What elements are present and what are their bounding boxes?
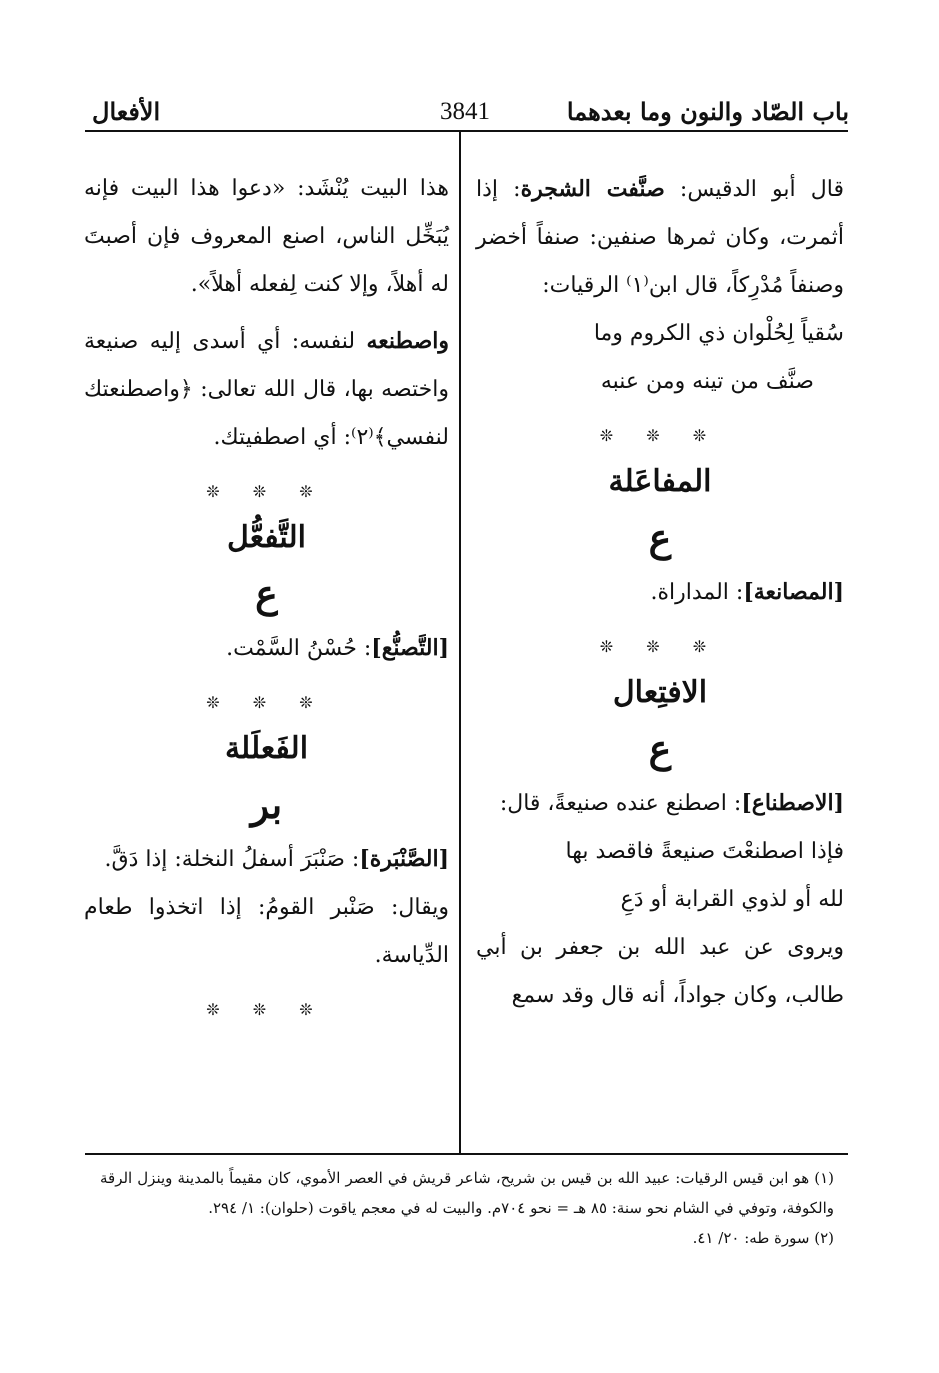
poem-verse: لله أو لذوي القرابة أو دَعِ bbox=[620, 887, 844, 912]
section-heading: التَّفعُّل bbox=[227, 520, 306, 555]
entry-text: : صَنْبَرَ أسفلُ النخلة: إذا دَقَّ. bbox=[104, 847, 360, 872]
entry-text: : المداراة. bbox=[650, 580, 744, 605]
headword: صنَّفت الشجرة bbox=[520, 176, 665, 202]
right-column bbox=[476, 165, 844, 1020]
entry-text: لنفسه: أي أسدى إليه صنيعة واختصه بها، قال الله تعالى: ﴿واصطنعتك لنفسي﴾⁽٢⁾: أي اصطفيتك. bbox=[84, 329, 449, 450]
footnote-rule bbox=[85, 1153, 848, 1155]
header-rule bbox=[85, 130, 848, 132]
headword: [المصانعة] bbox=[743, 579, 844, 605]
entry-paragraph bbox=[84, 835, 449, 884]
headword: [الاصطناع] bbox=[741, 790, 844, 816]
entry-paragraph bbox=[84, 624, 449, 673]
column-divider bbox=[459, 132, 461, 1154]
entry-paragraph bbox=[476, 568, 844, 617]
section-separator: ❊ ❊ ❊ bbox=[599, 637, 721, 656]
entry-text: قال أبو الدقيس: bbox=[679, 177, 844, 202]
entry-paragraph: ويروى عن عبد الله بن جعفر بن أبي طالب، وكان جواداً، أنه قال وقد سمع bbox=[476, 935, 844, 1008]
poem-verse: فإذا اصطنعْتَ صنيعةً فاقصد بها bbox=[565, 839, 844, 864]
section-separator: ❊ ❊ ❊ bbox=[206, 1000, 327, 1019]
section-heading: المفاعَلة bbox=[608, 464, 712, 499]
entry-text: : اصطنع عنده صنيعةً، قال: bbox=[499, 791, 742, 816]
headword: [التَّصنُّع] bbox=[371, 635, 449, 661]
footnotes bbox=[100, 1163, 834, 1253]
entry-paragraph bbox=[476, 165, 844, 310]
section-heading: الافتِعال bbox=[612, 675, 708, 710]
running-header-chapter: باب الصّاد والنون وما بعدهما bbox=[566, 97, 849, 126]
page-number: 3841 bbox=[440, 98, 490, 125]
headword: [الصَّنْبَرة] bbox=[359, 846, 449, 872]
root-letter: ع bbox=[648, 515, 672, 560]
section-heading: الفَعلَلة bbox=[224, 731, 309, 766]
entry-paragraph: ويقال: صَنْبر القومُ: إذا اتخذوا طعام الدِّياسة. bbox=[84, 895, 449, 968]
poem-verse: سُقياً لِحُلْوان ذي الكروم وما bbox=[593, 321, 844, 346]
section-separator: ❊ ❊ ❊ bbox=[206, 482, 327, 501]
left-column bbox=[84, 165, 449, 1034]
running-header-section: الأفعال bbox=[92, 97, 161, 126]
headword: واصطنعه bbox=[366, 328, 449, 354]
root-letter: ع bbox=[255, 571, 278, 616]
footnote: (١) هو ابن قيس الرقيات: عبيد الله بن قيس بن شريح، شاعر قريش في العصر الأموي، كان مقيماً بالمدينة وينزل الرقة والكوفة، وتوفي في الشام نحو سنة: ٨٥ هـ = نحو ٧٠٤م. والبيت له في معجم ياقوت (حلوان): ١/ ٢٩٤. bbox=[100, 1169, 834, 1217]
footnote: (٢) سورة طه: ٢٠/ ٤١. bbox=[692, 1229, 834, 1247]
root-letter: بر bbox=[250, 782, 283, 827]
root-letter: ع bbox=[648, 726, 672, 771]
poem-verse: صنَّف من تينه ومن عنبه bbox=[600, 369, 814, 394]
entry-text: : إذا أثمرت، وكان ثمرها صنفين: صنفاً أخضر وصنفاً مُدْرِكاً، قال ابن⁽١⁾ الرقيات: bbox=[476, 177, 844, 298]
entry-paragraph bbox=[476, 779, 844, 828]
section-separator: ❊ ❊ ❊ bbox=[599, 426, 721, 445]
entry-paragraph: هذا البيت يُنْشَد: «دعوا هذا البيت فإنه يُبَخِّل الناس، اصنع المعروف فإن أصبتَ له أهلاً، وإلا كنت لِفعله أهلاً». bbox=[84, 176, 449, 297]
entry-text: : حُسْنُ السَّمْت. bbox=[226, 636, 372, 661]
entry-paragraph bbox=[84, 317, 449, 462]
section-separator: ❊ ❊ ❊ bbox=[206, 693, 327, 712]
paragraph-gap bbox=[84, 309, 449, 317]
